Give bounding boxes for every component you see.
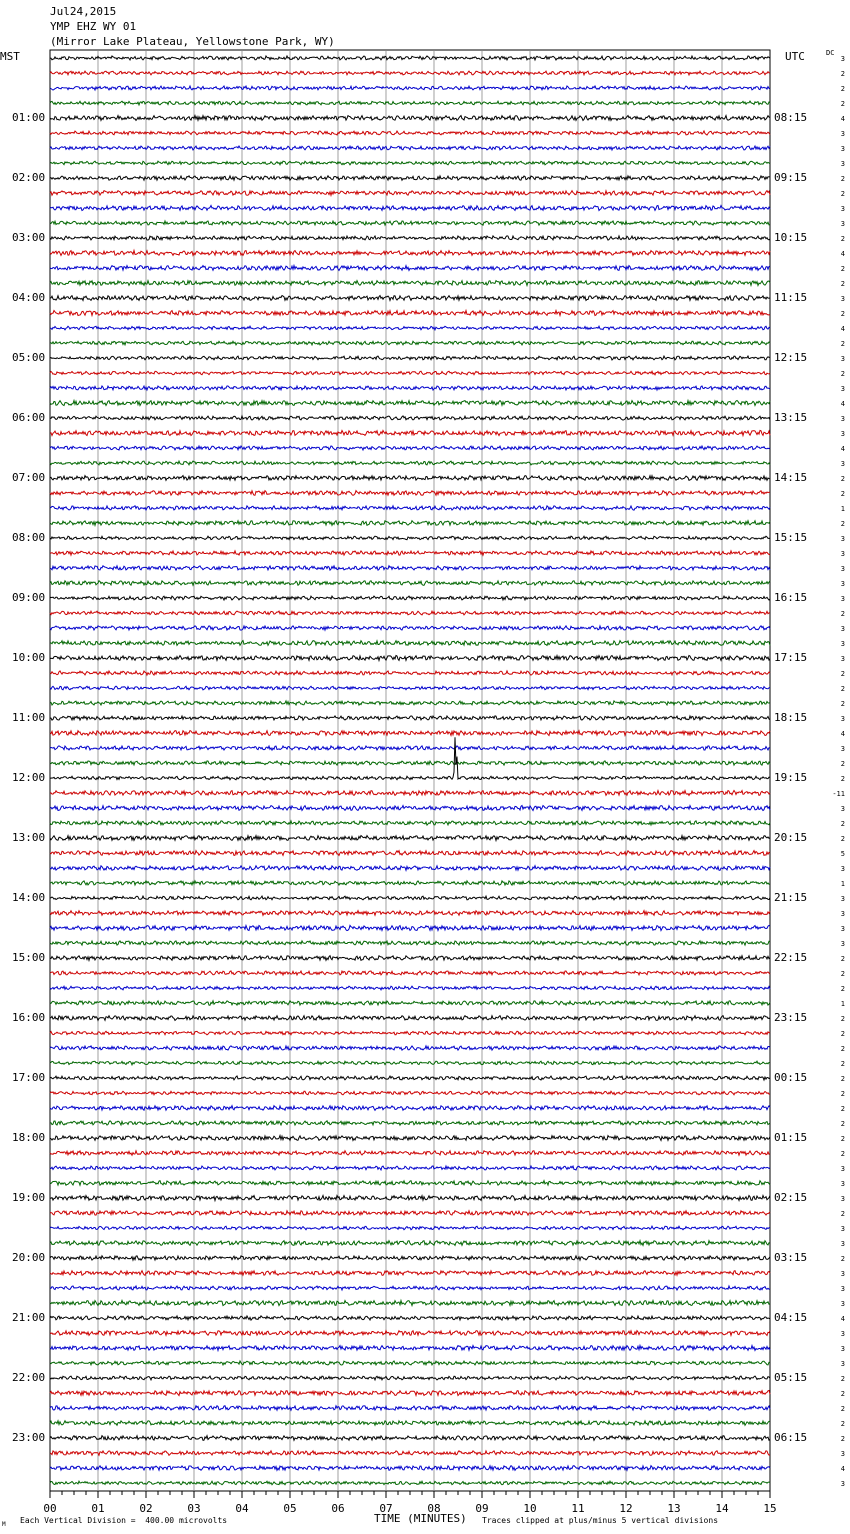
utc-axis-title: UTC <box>785 50 805 63</box>
trace-line <box>50 430 770 435</box>
trace-line <box>50 1376 770 1380</box>
dc-offset-label: 5 <box>840 850 845 858</box>
trace-line <box>50 521 770 526</box>
trace-line <box>50 701 770 705</box>
dc-offset-label: 3 <box>840 55 845 63</box>
clip-note: Traces clipped at plus/minus 5 vertical divisions <box>482 1516 719 1525</box>
trace-line <box>50 386 770 390</box>
dc-offset-label: 2 <box>840 475 845 483</box>
dc-offset-label: 3 <box>840 1195 845 1203</box>
scale-note: Each Vertical Division = 400.00 microvolts <box>20 1516 228 1525</box>
station-location: (Mirror Lake Plateau, Yellowstone Park, WY) <box>50 35 335 48</box>
x-tick-label: 02 <box>139 1502 153 1515</box>
dc-offset-label: 3 <box>840 1360 845 1368</box>
trace-line <box>50 146 770 150</box>
dc-offset-label: 2 <box>840 175 845 183</box>
trace-line <box>50 1196 770 1201</box>
trace-line <box>50 1046 770 1050</box>
dc-offset-label: 2 <box>840 955 845 963</box>
utc-hour-label: 09:15 <box>774 171 808 184</box>
trace-line <box>50 1346 770 1351</box>
trace-line <box>50 326 770 330</box>
x-tick-label: 07 <box>379 1502 393 1515</box>
mst-hour-label: 09:00 <box>12 591 46 604</box>
utc-hour-label: 17:15 <box>774 651 808 664</box>
trace-line <box>50 761 770 765</box>
utc-hour-label: 10:15 <box>774 231 808 244</box>
dc-offset-label: 3 <box>840 535 845 543</box>
dc-offset-label: 2 <box>840 610 845 618</box>
trace-line <box>50 86 770 90</box>
dc-offset-label: 3 <box>840 415 845 423</box>
utc-hour-label: 14:15 <box>774 471 808 484</box>
x-tick-label: 01 <box>91 1502 105 1515</box>
trace-line <box>50 986 770 990</box>
utc-hour-label: 15:15 <box>774 531 808 544</box>
trace-line <box>50 956 770 961</box>
mst-hour-label: 20:00 <box>12 1251 46 1264</box>
trace-line <box>50 1121 770 1125</box>
dc-offset-label: 4 <box>840 730 845 738</box>
trace-line <box>50 446 770 450</box>
trace-line <box>50 56 770 60</box>
trace-line <box>50 1301 770 1306</box>
dc-offset-label: 2 <box>840 775 845 783</box>
dc-offset-label: 3 <box>840 295 845 303</box>
utc-hour-label: 12:15 <box>774 351 808 364</box>
x-axis-title: TIME (MINUTES) <box>374 1512 467 1525</box>
dc-offset-label: -11 <box>832 790 845 798</box>
utc-hour-label: 11:15 <box>774 291 808 304</box>
trace-line <box>50 461 770 465</box>
utc-hour-label: 21:15 <box>774 891 808 904</box>
dc-offset-label: 2 <box>840 1120 845 1128</box>
dc-offset-label: 3 <box>840 355 845 363</box>
trace-line <box>50 1136 770 1141</box>
dc-offset-label: 2 <box>840 85 845 93</box>
trace-line <box>50 1391 770 1396</box>
dc-offset-label: 2 <box>840 490 845 498</box>
mst-hour-label: 05:00 <box>12 351 46 364</box>
dc-offset-label: 2 <box>840 370 845 378</box>
trace-line <box>50 266 770 271</box>
dc-offset-label: 1 <box>840 1000 845 1008</box>
trace-line <box>50 737 770 780</box>
dc-offset-label: 2 <box>840 1435 845 1443</box>
trace-line <box>50 566 770 570</box>
dc-offset-label: 3 <box>840 1165 845 1173</box>
dc-offset-label: 2 <box>840 340 845 348</box>
mst-hour-label: 16:00 <box>12 1011 46 1024</box>
dc-offset-label: 3 <box>840 625 845 633</box>
dc-offset-label: 2 <box>840 1015 845 1023</box>
trace-line <box>50 626 770 630</box>
dc-offset-label: 2 <box>840 700 845 708</box>
dc-offset-label: 4 <box>840 1315 845 1323</box>
dc-offset-label: 3 <box>840 1345 845 1353</box>
dc-offset-label: 3 <box>840 715 845 723</box>
dc-offset-label: 3 <box>840 1180 845 1188</box>
dc-offset-label: 3 <box>840 1480 845 1488</box>
trace-line <box>50 941 770 945</box>
mst-hour-label: 06:00 <box>12 411 46 424</box>
trace-line <box>50 476 770 481</box>
trace-line <box>50 1211 770 1216</box>
trace-line <box>50 416 770 420</box>
x-tick-label: 00 <box>43 1502 57 1515</box>
trace-line <box>50 341 770 345</box>
mst-hour-label: 13:00 <box>12 831 46 844</box>
mst-hour-label: 15:00 <box>12 951 46 964</box>
trace-line <box>50 191 770 196</box>
dc-offset-label: 4 <box>840 115 845 123</box>
mst-hour-label: 04:00 <box>12 291 46 304</box>
minute-gridlines <box>50 50 770 1491</box>
mst-hour-label: 01:00 <box>12 111 46 124</box>
dc-offset-label: 3 <box>840 910 845 918</box>
trace-line <box>50 911 770 916</box>
dc-offset-label: 3 <box>840 145 845 153</box>
mst-hour-label: 03:00 <box>12 231 46 244</box>
dc-offset-label: 2 <box>840 235 845 243</box>
utc-hour-label: 16:15 <box>774 591 808 604</box>
dc-offset-label: 2 <box>840 100 845 108</box>
trace-line <box>50 1106 770 1111</box>
trace-line <box>50 1436 770 1441</box>
utc-hour-label: 19:15 <box>774 771 808 784</box>
trace-line <box>50 1016 770 1021</box>
mst-hour-label: 08:00 <box>12 531 46 544</box>
trace-line <box>50 176 770 180</box>
dc-offset-label: 2 <box>840 520 845 528</box>
trace-line <box>50 536 770 540</box>
trace-line <box>50 1481 770 1485</box>
trace-line <box>50 581 770 586</box>
mst-hour-label: 21:00 <box>12 1311 46 1324</box>
trace-line <box>50 896 770 900</box>
mst-hour-label: 12:00 <box>12 771 46 784</box>
dc-offset-label: 3 <box>840 220 845 228</box>
dc-offset-label: 4 <box>840 250 845 258</box>
dc-offset-label: 2 <box>840 1090 845 1098</box>
utc-hour-label: 06:15 <box>774 1431 808 1444</box>
dc-offset-label: 3 <box>840 1330 845 1338</box>
utc-hour-label: 20:15 <box>774 831 808 844</box>
dc-offset-label: 3 <box>840 460 845 468</box>
dc-offset-label: 2 <box>840 1255 845 1263</box>
mst-hour-label: 18:00 <box>12 1131 46 1144</box>
dc-offset-label: 3 <box>840 595 845 603</box>
utc-hour-label: 03:15 <box>774 1251 808 1264</box>
trace-line <box>50 551 770 555</box>
plot-date: Jul24,2015 <box>50 5 117 18</box>
dc-offset-label: 3 <box>840 130 845 138</box>
dc-offset-label: 2 <box>840 970 845 978</box>
trace-line <box>50 401 770 406</box>
dc-offset-label: 3 <box>840 655 845 663</box>
dc-offset-label: 2 <box>840 265 845 273</box>
dc-offset-label: 2 <box>840 670 845 678</box>
dc-offset-label: 3 <box>840 160 845 168</box>
x-tick-label: 12 <box>619 1502 633 1515</box>
utc-hour-label: 22:15 <box>774 951 808 964</box>
dc-offset-label: 3 <box>840 430 845 438</box>
dc-offset-label: 3 <box>840 1225 845 1233</box>
dc-offset-label: 3 <box>840 1300 845 1308</box>
trace-line <box>50 1256 770 1260</box>
dc-offset-label: 3 <box>840 940 845 948</box>
mst-hour-label: 22:00 <box>12 1371 46 1384</box>
dc-offset-label: 2 <box>840 685 845 693</box>
trace-line <box>50 296 770 301</box>
dc-offset-label: 1 <box>840 880 845 888</box>
dc-offset-label: 2 <box>840 1030 845 1038</box>
trace-line <box>50 1091 770 1095</box>
trace-line <box>50 836 770 841</box>
x-tick-label: 11 <box>571 1502 585 1515</box>
mst-hour-label: 23:00 <box>12 1431 46 1444</box>
trace-line <box>50 221 770 225</box>
dc-offset-label: 3 <box>840 805 845 813</box>
mst-hour-label: 02:00 <box>12 171 46 184</box>
trace-line <box>50 1241 770 1246</box>
trace-line <box>50 161 770 165</box>
dc-offset-label: 2 <box>840 1375 845 1383</box>
trace-line <box>50 1451 770 1456</box>
mst-hour-label: 07:00 <box>12 471 46 484</box>
x-tick-label: 08 <box>427 1502 441 1515</box>
dc-offset-label: 3 <box>840 205 845 213</box>
trace-line <box>50 236 770 240</box>
x-tick-label: 14 <box>715 1502 729 1515</box>
dc-offset-label: 4 <box>840 400 845 408</box>
trace-line <box>50 821 770 825</box>
dc-offset-label: 2 <box>840 1060 845 1068</box>
dc-offset-label: 4 <box>840 445 845 453</box>
trace-line <box>50 491 770 496</box>
trace-line <box>50 686 770 690</box>
dc-offset-label: 2 <box>840 760 845 768</box>
trace-line <box>50 611 770 615</box>
trace-line <box>50 506 770 510</box>
dc-offset-label: 2 <box>840 1390 845 1398</box>
utc-hour-label: 18:15 <box>774 711 808 724</box>
corner-mark: M <box>2 1521 6 1528</box>
plot-frame <box>50 50 770 1491</box>
trace-line <box>50 746 770 750</box>
mst-hour-label: 17:00 <box>12 1071 46 1084</box>
trace-line <box>50 1001 770 1005</box>
x-tick-label: 03 <box>187 1502 201 1515</box>
trace-line <box>50 596 770 600</box>
dc-offset-label: 3 <box>840 640 845 648</box>
seismic-traces <box>50 55 845 1488</box>
utc-hour-label: 04:15 <box>774 1311 808 1324</box>
mst-hour-label: 10:00 <box>12 651 46 664</box>
trace-line <box>50 101 770 105</box>
dc-offset-label: 3 <box>840 580 845 588</box>
dc-offset-label: 2 <box>840 1045 845 1053</box>
station-code: YMP EHZ WY 01 <box>50 20 137 33</box>
trace-line <box>50 971 770 975</box>
trace-line <box>50 806 770 811</box>
trace-line <box>50 116 770 121</box>
x-tick-label: 10 <box>523 1502 537 1515</box>
dc-offset-label: 2 <box>840 835 845 843</box>
x-tick-label: 06 <box>331 1502 345 1515</box>
dc-offset-label: 2 <box>840 280 845 288</box>
trace-line <box>50 716 770 720</box>
dc-offset-label: 2 <box>840 70 845 78</box>
dc-offset-label: 2 <box>840 820 845 828</box>
dc-offset-label: 3 <box>840 1270 845 1278</box>
trace-line <box>50 641 770 646</box>
dc-offset-label: 2 <box>840 1105 845 1113</box>
mst-axis-title: MST <box>0 50 20 63</box>
dc-offset-label: 3 <box>840 865 845 873</box>
trace-line <box>50 251 770 256</box>
utc-hour-label: 13:15 <box>774 411 808 424</box>
trace-line <box>50 1166 770 1170</box>
trace-line <box>50 851 770 856</box>
trace-line <box>50 356 770 360</box>
utc-hour-label: 01:15 <box>774 1131 808 1144</box>
trace-line <box>50 1331 770 1336</box>
dc-offset-label: 2 <box>840 1150 845 1158</box>
dc-offset-label: 2 <box>840 190 845 198</box>
trace-line <box>50 311 770 316</box>
trace-line <box>50 71 770 75</box>
dc-offset-label: 2 <box>840 1420 845 1428</box>
dc-offset-label: 3 <box>840 925 845 933</box>
trace-line <box>50 206 770 211</box>
dc-offset-label: 3 <box>840 565 845 573</box>
dc-offset-label: 3 <box>840 1240 845 1248</box>
trace-line <box>50 1421 770 1426</box>
utc-hour-label: 08:15 <box>774 111 808 124</box>
dc-title: DC <box>826 49 835 57</box>
trace-line <box>50 1406 770 1410</box>
trace-line <box>50 1061 770 1065</box>
utc-hour-label: 02:15 <box>774 1191 808 1204</box>
mst-hour-label: 19:00 <box>12 1191 46 1204</box>
mst-hour-label: 14:00 <box>12 891 46 904</box>
trace-line <box>50 1286 770 1290</box>
mst-hour-label: 11:00 <box>12 711 46 724</box>
trace-line <box>50 791 770 796</box>
dc-offset-label: 3 <box>840 745 845 753</box>
x-tick-label: 13 <box>667 1502 681 1515</box>
trace-line <box>50 371 770 375</box>
x-tick-label: 15 <box>763 1502 777 1515</box>
dc-offset-label: 2 <box>840 1075 845 1083</box>
trace-line <box>50 671 770 675</box>
trace-line <box>50 731 770 736</box>
dc-offset-label: 2 <box>840 985 845 993</box>
utc-hour-label: 05:15 <box>774 1371 808 1384</box>
trace-line <box>50 1466 770 1471</box>
trace-line <box>50 281 770 286</box>
dc-offset-label: 2 <box>840 1135 845 1143</box>
dc-offset-label: 2 <box>840 1405 845 1413</box>
trace-line <box>50 1226 770 1230</box>
trace-line <box>50 881 770 885</box>
trace-line <box>50 1181 770 1186</box>
trace-line <box>50 1031 770 1035</box>
dc-offset-label: 4 <box>840 325 845 333</box>
dc-offset-label: 2 <box>840 1210 845 1218</box>
utc-hour-label: 00:15 <box>774 1071 808 1084</box>
trace-line <box>50 925 770 930</box>
dc-offset-label: 3 <box>840 1450 845 1458</box>
trace-line <box>50 1151 770 1155</box>
trace-line <box>50 866 770 871</box>
utc-hour-label: 23:15 <box>774 1011 808 1024</box>
dc-offset-label: 3 <box>840 895 845 903</box>
dc-offset-label: 2 <box>840 310 845 318</box>
dc-offset-label: 1 <box>840 505 845 513</box>
x-tick-label: 04 <box>235 1502 249 1515</box>
trace-line <box>50 656 770 661</box>
trace-line <box>50 1076 770 1080</box>
trace-line <box>50 131 770 135</box>
dc-offset-label: 3 <box>840 1285 845 1293</box>
x-tick-label: 05 <box>283 1502 297 1515</box>
trace-line <box>50 1316 770 1320</box>
trace-line <box>50 1271 770 1276</box>
trace-line <box>50 1361 770 1365</box>
dc-offset-label: 4 <box>840 1465 845 1473</box>
dc-offset-label: 3 <box>840 385 845 393</box>
dc-offset-label: 3 <box>840 550 845 558</box>
x-tick-label: 09 <box>475 1502 489 1515</box>
